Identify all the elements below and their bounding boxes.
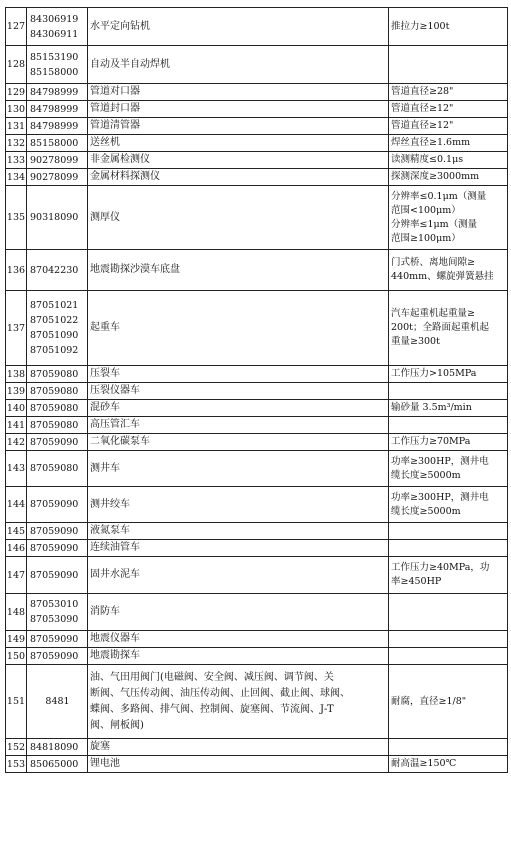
table-row xyxy=(6,383,508,400)
specification-cell xyxy=(389,366,508,383)
row-number: 147 xyxy=(6,557,27,594)
specification-cell xyxy=(389,756,508,773)
row-number: 140 xyxy=(6,400,27,417)
tariff-code: 90278099 xyxy=(30,171,79,183)
equipment-name-cell xyxy=(88,152,389,169)
specification: 汽车起重机起重量≥ xyxy=(391,308,475,319)
tariff-code-cell xyxy=(27,451,88,487)
equipment-name-cell xyxy=(88,487,389,523)
equipment-name: 管道对口器 xyxy=(90,86,140,97)
table-row xyxy=(6,84,508,101)
specification: 耐腐，直径≥1/8" xyxy=(391,695,467,707)
tariff-code-cell xyxy=(27,169,88,186)
table-row xyxy=(6,665,508,739)
tariff-code-cell xyxy=(27,46,88,84)
specification-cell xyxy=(389,169,508,186)
tariff-code: 87059080 xyxy=(30,368,79,380)
specification-cell xyxy=(389,540,508,557)
equipment-name: 送丝机 xyxy=(90,137,120,148)
tariff-code: 87059090 xyxy=(30,525,79,537)
table-body xyxy=(6,8,508,773)
equipment-name-cell xyxy=(88,366,389,383)
specification-cell xyxy=(389,118,508,135)
specification: 焊丝直径≥1.6mm xyxy=(391,137,471,148)
tariff-code: 87051090 xyxy=(30,330,79,341)
equipment-name-cell xyxy=(88,118,389,135)
specification-cell xyxy=(389,594,508,631)
table-row xyxy=(6,118,508,135)
equipment-name-cell xyxy=(88,169,389,186)
specification-cell xyxy=(389,631,508,648)
row-number: 138 xyxy=(6,366,27,383)
equipment-name: 高压管汇车 xyxy=(90,419,140,430)
equipment-name-cell xyxy=(88,557,389,594)
table-row xyxy=(6,250,508,291)
equipment-name-cell xyxy=(88,648,389,665)
tariff-code-cell xyxy=(27,84,88,101)
row-number: 148 xyxy=(6,594,27,631)
tariff-code: 87051022 xyxy=(30,315,79,326)
table-row xyxy=(6,523,508,540)
table-row xyxy=(6,366,508,383)
equipment-name-cell xyxy=(88,101,389,118)
tariff-code: 87059090 xyxy=(30,499,79,510)
equipment-name: 测厚仪 xyxy=(90,211,120,223)
specification-cell xyxy=(389,739,508,756)
tariff-code: 85158000 xyxy=(30,137,79,149)
table-row xyxy=(6,648,508,665)
specification: 管道直径≥28" xyxy=(391,86,454,97)
equipment-name: 二氧化碳泵车 xyxy=(90,436,150,447)
specification: 门式桥、离地间隙≥ xyxy=(391,257,475,268)
row-number: 128 xyxy=(6,46,27,84)
specification: 工作压力≥70MPa xyxy=(391,436,471,447)
equipment-name-cell xyxy=(88,46,389,84)
equipment-name-cell xyxy=(88,400,389,417)
equipment-name-cell xyxy=(88,186,389,250)
row-number: 149 xyxy=(6,631,27,648)
specification: 工作压力>105MPa xyxy=(391,368,477,379)
tariff-code-cell xyxy=(27,186,88,250)
tariff-code: 87053090 xyxy=(30,614,79,625)
equipment-name-cell xyxy=(88,291,389,366)
specification: 推拉力≥100t xyxy=(391,20,450,32)
equipment-name-cell xyxy=(88,451,389,487)
table-row xyxy=(6,434,508,451)
tariff-code-cell xyxy=(27,291,88,366)
specification-cell xyxy=(389,434,508,451)
equipment-name: 管道清管器 xyxy=(90,120,140,131)
equipment-name-cell xyxy=(88,594,389,631)
specification-cell xyxy=(389,417,508,434)
row-number: 139 xyxy=(6,383,27,400)
table-row xyxy=(6,152,508,169)
table-row xyxy=(6,631,508,648)
tariff-code: 87059090 xyxy=(30,542,79,554)
specification-cell xyxy=(389,8,508,46)
equipment-name: 压裂车 xyxy=(90,368,120,379)
equipment-name: 阀、闸板阀) xyxy=(90,719,144,731)
specification-cell xyxy=(389,400,508,417)
specification: 范围≥100μm） xyxy=(391,232,461,244)
row-number: 135 xyxy=(6,186,27,250)
tariff-code-cell xyxy=(27,366,88,383)
tariff-code-cell xyxy=(27,101,88,118)
row-number: 143 xyxy=(6,451,27,487)
specification: 功率≥300HP，测井电 xyxy=(391,491,489,503)
equipment-name: 压裂仪器车 xyxy=(90,385,140,396)
equipment-name-cell xyxy=(88,250,389,291)
equipment-name: 断阀、气压传动阀、油压传动阀、止回阀、截止阀、球阀、 xyxy=(90,687,350,699)
specification-cell xyxy=(389,665,508,739)
specification-cell xyxy=(389,250,508,291)
table-row xyxy=(6,540,508,557)
tariff-code: 84798999 xyxy=(30,103,79,115)
equipment-name-cell xyxy=(88,8,389,46)
equipment-name: 水平定向钻机 xyxy=(90,20,150,32)
specification-cell xyxy=(389,451,508,487)
tariff-code: 87051021 xyxy=(30,300,79,311)
row-number: 133 xyxy=(6,152,27,169)
table-row xyxy=(6,46,508,84)
tariff-code-cell xyxy=(27,523,88,540)
specification-cell xyxy=(389,186,508,250)
row-number: 150 xyxy=(6,648,27,665)
specification: 440mm、螺旋弹簧悬挂 xyxy=(391,271,494,282)
table-row xyxy=(6,169,508,186)
specification: 管道直径≥12" xyxy=(391,120,454,131)
specification-cell xyxy=(389,291,508,366)
row-number: 127 xyxy=(6,8,27,46)
row-number: 136 xyxy=(6,250,27,291)
table-row xyxy=(6,101,508,118)
equipment-name: 锂电池 xyxy=(90,758,120,769)
tariff-code: 87059090 xyxy=(30,569,79,581)
equipment-name: 管道封口器 xyxy=(90,103,140,114)
row-number: 131 xyxy=(6,118,27,135)
specification-cell xyxy=(389,46,508,84)
equipment-name: 消防车 xyxy=(90,606,120,617)
tariff-code: 87042230 xyxy=(30,264,79,276)
equipment-name-cell xyxy=(88,383,389,400)
tariff-code-cell xyxy=(27,648,88,665)
specification-cell xyxy=(389,101,508,118)
equipment-name-cell xyxy=(88,417,389,434)
equipment-name: 液氮泵车 xyxy=(90,525,130,536)
specification-cell xyxy=(389,135,508,152)
tariff-code-cell xyxy=(27,417,88,434)
equipment-name: 蝶阀、多路阀、排气阀、控制阀、旋塞阀、节流阀、J-T xyxy=(90,703,334,715)
tariff-code-cell xyxy=(27,152,88,169)
equipment-name-cell xyxy=(88,84,389,101)
row-number: 151 xyxy=(6,665,27,739)
row-number: 146 xyxy=(6,540,27,557)
specification: 管道直径≥12" xyxy=(391,103,454,114)
tariff-code: 87059080 xyxy=(30,402,79,414)
tariff-code-cell xyxy=(27,250,88,291)
row-number: 130 xyxy=(6,101,27,118)
row-number: 153 xyxy=(6,756,27,773)
tariff-code: 85065000 xyxy=(30,758,79,770)
tariff-code: 90278099 xyxy=(30,154,79,166)
equipment-name: 起重车 xyxy=(90,322,120,333)
table-row xyxy=(6,594,508,631)
table-row xyxy=(6,417,508,434)
tariff-code-cell xyxy=(27,8,88,46)
tariff-code: 84798999 xyxy=(30,120,79,132)
table-row xyxy=(6,756,508,773)
tariff-code-cell xyxy=(27,540,88,557)
table-row xyxy=(6,487,508,523)
tariff-code: 85158000 xyxy=(30,66,79,78)
equipment-name: 测井车 xyxy=(90,462,120,474)
tariff-code: 84306919 xyxy=(30,13,79,25)
equipment-name-cell xyxy=(88,135,389,152)
equipment-name: 地震勘探沙漠车底盘 xyxy=(90,264,180,275)
row-number: 144 xyxy=(6,487,27,523)
row-number: 134 xyxy=(6,169,27,186)
tariff-code-cell xyxy=(27,756,88,773)
specification: 分辨率≤0.1μm（测量 xyxy=(391,190,487,202)
equipment-name: 地震仪器车 xyxy=(90,633,140,644)
specification: 工作压力≥40MPa，功 xyxy=(391,562,490,573)
equipment-name: 地震勘探车 xyxy=(90,650,140,661)
equipment-name-cell xyxy=(88,523,389,540)
table-row xyxy=(6,739,508,756)
equipment-name: 旋塞 xyxy=(90,741,110,752)
row-number: 141 xyxy=(6,417,27,434)
row-number: 142 xyxy=(6,434,27,451)
specification-cell xyxy=(389,152,508,169)
tariff-code-cell xyxy=(27,739,88,756)
specification: 范围<100μm） xyxy=(391,204,461,216)
tariff-code: 87059080 xyxy=(30,419,79,431)
row-number: 132 xyxy=(6,135,27,152)
tariff-code: 84818090 xyxy=(30,741,79,753)
row-number: 137 xyxy=(6,291,27,366)
equipment-name: 测井绞车 xyxy=(90,498,130,510)
tariff-code: 85153190 xyxy=(30,51,79,63)
tariff-code-cell xyxy=(27,383,88,400)
row-number: 152 xyxy=(6,739,27,756)
equipment-name-cell xyxy=(88,739,389,756)
equipment-name: 非金属检测仪 xyxy=(90,154,150,165)
tariff-code-cell xyxy=(27,118,88,135)
table-row xyxy=(6,186,508,250)
tariff-code: 90318090 xyxy=(30,212,79,223)
tariff-code-cell xyxy=(27,400,88,417)
row-number: 145 xyxy=(6,523,27,540)
tariff-code-cell xyxy=(27,594,88,631)
equipment-name: 自动及半自动焊机 xyxy=(90,58,170,70)
tariff-code: 87059080 xyxy=(30,463,79,474)
table-row xyxy=(6,8,508,46)
specification: 缆长度≥5000m xyxy=(391,469,461,481)
tariff-code: 87059080 xyxy=(30,385,79,397)
specification-cell xyxy=(389,523,508,540)
equipment-name-cell xyxy=(88,665,389,739)
tariff-code-cell xyxy=(27,631,88,648)
specification-cell xyxy=(389,648,508,665)
specification-cell xyxy=(389,84,508,101)
equipment-name-cell xyxy=(88,434,389,451)
tariff-code: 84798999 xyxy=(30,86,79,98)
specification-cell xyxy=(389,487,508,523)
equipment-table xyxy=(5,7,508,773)
equipment-name: 混砂车 xyxy=(90,402,120,413)
specification: 率≥450HP xyxy=(391,576,442,587)
tariff-code: 87059090 xyxy=(30,650,79,662)
tariff-code-cell xyxy=(27,487,88,523)
equipment-name-cell xyxy=(88,756,389,773)
tariff-code: 84306911 xyxy=(30,28,79,40)
specification: 分辨率≤1μm（测量 xyxy=(391,218,478,230)
tariff-code: 87053010 xyxy=(30,599,79,610)
tariff-code-cell xyxy=(27,557,88,594)
equipment-name-cell xyxy=(88,540,389,557)
specification: 读测精度≤0.1μs xyxy=(391,154,464,165)
equipment-name: 金属材料探测仪 xyxy=(90,171,160,182)
equipment-name: 连续油管车 xyxy=(90,542,140,553)
specification: 探测深度≥3000mm xyxy=(391,171,480,182)
specification-cell xyxy=(389,383,508,400)
specification: 功率≥300HP，测井电 xyxy=(391,455,489,467)
table-row xyxy=(6,400,508,417)
specification: 200t；全路面起重机起 xyxy=(391,322,489,333)
tariff-code: 87051092 xyxy=(30,345,79,356)
equipment-name: 固井水泥车 xyxy=(90,569,140,580)
specification: 输砂量 3.5m³/min xyxy=(391,402,472,413)
equipment-name: 油、气田用阀门(电磁阀、安全阀、减压阀、调节阀、关 xyxy=(90,671,334,683)
specification-cell xyxy=(389,557,508,594)
tariff-code: 8481 xyxy=(45,696,70,707)
tariff-code-cell xyxy=(27,135,88,152)
equipment-name-cell xyxy=(88,631,389,648)
tariff-code: 87059090 xyxy=(30,633,79,645)
table-row xyxy=(6,557,508,594)
table-row xyxy=(6,291,508,366)
tariff-code-cell xyxy=(27,434,88,451)
tariff-code-cell xyxy=(27,665,88,739)
row-number: 129 xyxy=(6,84,27,101)
specification: 缆长度≥5000m xyxy=(391,505,461,517)
specification: 耐高温≥150℃ xyxy=(391,758,457,769)
specification: 重量≥300t xyxy=(391,336,440,347)
table-row xyxy=(6,451,508,487)
table-row xyxy=(6,135,508,152)
tariff-code: 87059090 xyxy=(30,436,79,448)
